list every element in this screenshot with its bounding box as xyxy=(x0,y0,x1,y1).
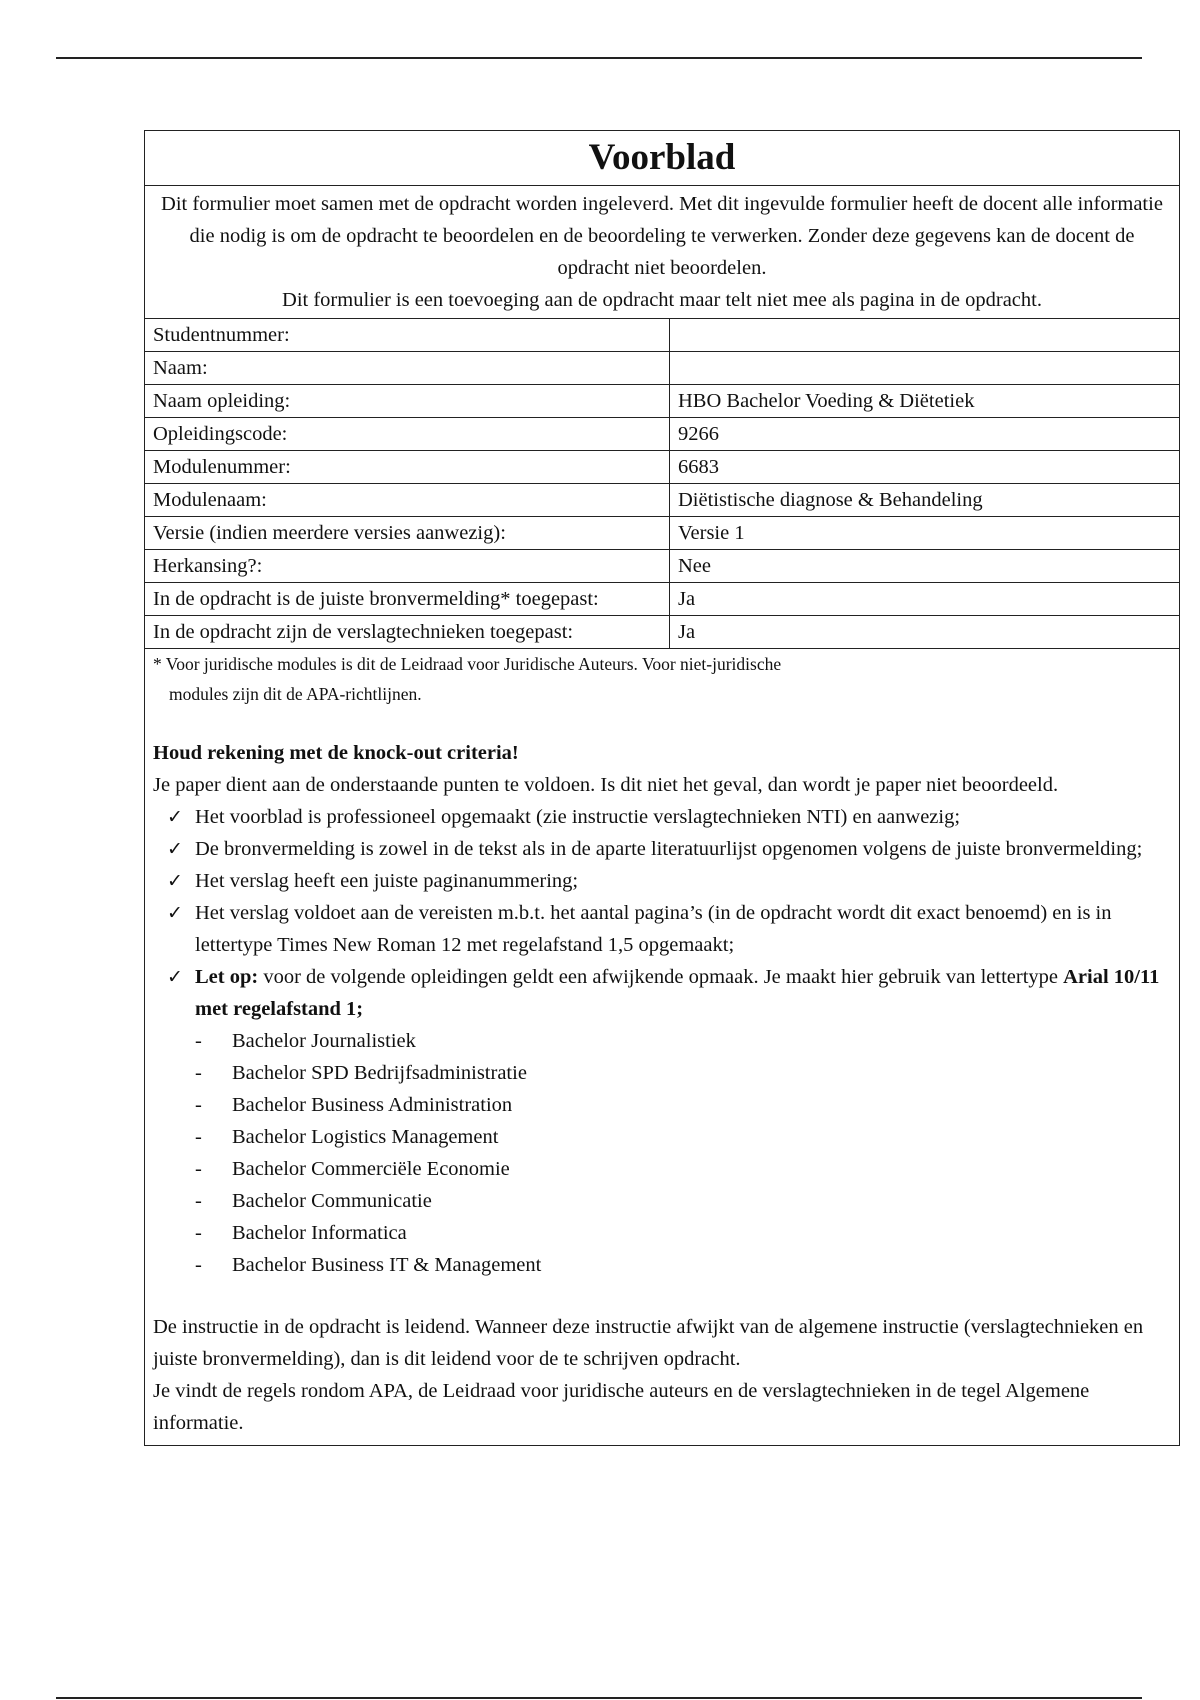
field-row xyxy=(145,517,1179,550)
programme-name: Bachelor Business Administration xyxy=(232,1094,513,1116)
programme-item xyxy=(153,1057,1171,1089)
closing-paragraph-1: De instructie in de opdracht is leidend. Wanneer deze instructie afwijkt van de algemene instructie (verslagtechnieken en juiste bronvermelding), dan is dit leidend voor de te schrijven opdracht. xyxy=(153,1316,1144,1370)
field-row xyxy=(145,583,1179,616)
let-op-list xyxy=(153,961,1171,1025)
intro-paragraph-2: Dit formulier is een toevoeging aan de opdracht maar telt niet mee als pagina in de opdracht. xyxy=(282,289,1042,311)
let-op-font-rule: Arial 10/11 met regelafstand 1; xyxy=(195,966,1160,1020)
field-value[interactable]: 9266 xyxy=(670,418,1180,451)
check-icon: ✓ xyxy=(167,838,183,860)
check-icon: ✓ xyxy=(167,966,183,988)
field-label: Studentnummer: xyxy=(145,319,670,352)
programme-item xyxy=(153,1217,1171,1249)
programme-item xyxy=(153,1249,1171,1281)
field-row xyxy=(145,616,1179,649)
let-op-item xyxy=(153,961,1171,1025)
field-value[interactable]: 6683 xyxy=(670,451,1180,484)
field-row xyxy=(145,451,1179,484)
closing-paragraph-2: Je vindt de regels rondom APA, de Leidraad voor juridische auteurs en de verslagtechnieken in de tegel Algemene informatie. xyxy=(153,1380,1090,1434)
dash-bullet-icon: - xyxy=(195,1190,202,1212)
field-label: Versie (indien meerdere versies aanwezig): xyxy=(145,517,670,550)
programme-item xyxy=(153,1089,1171,1121)
programme-item xyxy=(153,1153,1171,1185)
checklist-item xyxy=(153,801,1171,833)
form-intro xyxy=(145,186,1179,319)
knockout-checklist xyxy=(153,801,1171,961)
let-op-label: Let op: xyxy=(195,966,259,988)
cover-form xyxy=(144,130,1180,1446)
notes-section xyxy=(145,649,1179,1445)
dash-bullet-icon: - xyxy=(195,1158,202,1180)
programme-name: Bachelor Business IT & Management xyxy=(232,1254,542,1276)
field-label: Naam: xyxy=(145,352,670,385)
field-row xyxy=(145,418,1179,451)
footnote-line-1: * Voor juridische modules is dit de Leidraad voor Juridische Auteurs. Voor niet-juridische xyxy=(153,654,782,674)
field-label: Naam opleiding: xyxy=(145,385,670,418)
knockout-intro: Je paper dient aan de onderstaande punten te voldoen. Is dit niet het geval, dan wordt je paper niet beoordeeld. xyxy=(153,774,1059,796)
fields-table xyxy=(145,319,1179,649)
knockout-heading: Houd rekening met de knock-out criteria! xyxy=(153,742,519,764)
footnote-line-2: modules zijn dit de APA-richtlijnen. xyxy=(169,684,422,704)
checklist-item xyxy=(153,865,1171,897)
bottom-rule xyxy=(56,1697,1142,1699)
programme-name: Bachelor SPD Bedrijfsadministratie xyxy=(232,1062,527,1084)
checklist-item xyxy=(153,897,1171,961)
field-label: In de opdracht is de juiste bronvermelding* toegepast: xyxy=(145,583,670,616)
dash-bullet-icon: - xyxy=(195,1030,202,1052)
form-title: Voorblad xyxy=(145,131,1179,186)
field-label: Herkansing?: xyxy=(145,550,670,583)
programme-name: Bachelor Commerciële Economie xyxy=(232,1158,510,1180)
programme-name: Bachelor Journalistiek xyxy=(232,1030,416,1052)
checklist-text: Het voorblad is professioneel opgemaakt (zie instructie verslagtechnieken NTI) en aanwezig; xyxy=(195,806,961,828)
dash-bullet-icon: - xyxy=(195,1062,202,1084)
intro-paragraph-1: Dit formulier moet samen met de opdracht worden ingeleverd. Met dit ingevulde formulier heeft de docent alle informatie die nodig is om de opdracht te beoordelen en de beoordeling te verwerken. Zonder deze gegevens kan de docent de opdracht niet beoordelen. xyxy=(161,193,1163,279)
programme-item xyxy=(153,1121,1171,1153)
field-label: Modulenummer: xyxy=(145,451,670,484)
field-value[interactable]: Nee xyxy=(670,550,1180,583)
programme-name: Bachelor Communicatie xyxy=(232,1190,432,1212)
check-icon: ✓ xyxy=(167,806,183,828)
programmes-list xyxy=(153,1025,1171,1281)
let-op-text: voor de volgende opleidingen geldt een afwijkende opmaak. Je maakt hier gebruik van lettertype xyxy=(258,966,1064,988)
field-value[interactable] xyxy=(670,352,1180,385)
field-value[interactable]: Ja xyxy=(670,616,1180,649)
field-row xyxy=(145,319,1179,352)
dash-bullet-icon: - xyxy=(195,1126,202,1148)
programme-item xyxy=(153,1185,1171,1217)
field-value[interactable]: Diëtistische diagnose & Behandeling xyxy=(670,484,1180,517)
field-value[interactable]: HBO Bachelor Voeding & Diëtetiek xyxy=(670,385,1180,418)
field-row xyxy=(145,385,1179,418)
field-row xyxy=(145,352,1179,385)
field-value[interactable]: Versie 1 xyxy=(670,517,1180,550)
checklist-text: Het verslag voldoet aan de vereisten m.b.t. het aantal pagina’s (in de opdracht wordt dit exact benoemd) en is in lettertype Times New Roman 12 met regelafstand 1,5 opgemaakt; xyxy=(195,902,1112,956)
field-value[interactable] xyxy=(670,319,1180,352)
field-row xyxy=(145,484,1179,517)
dash-bullet-icon: - xyxy=(195,1222,202,1244)
programme-item xyxy=(153,1025,1171,1057)
field-label: Modulenaam: xyxy=(145,484,670,517)
dash-bullet-icon: - xyxy=(195,1254,202,1276)
dash-bullet-icon: - xyxy=(195,1094,202,1116)
check-icon: ✓ xyxy=(167,870,183,892)
checklist-text: De bronvermelding is zowel in de tekst als in de aparte literatuurlijst opgenomen volgens de juiste bronvermelding; xyxy=(195,838,1143,860)
checklist-item xyxy=(153,833,1171,865)
field-value[interactable]: Ja xyxy=(670,583,1180,616)
programme-name: Bachelor Logistics Management xyxy=(232,1126,499,1148)
check-icon: ✓ xyxy=(167,902,183,924)
field-row xyxy=(145,550,1179,583)
top-rule xyxy=(56,57,1142,59)
programme-name: Bachelor Informatica xyxy=(232,1222,407,1244)
field-label: In de opdracht zijn de verslagtechnieken toegepast: xyxy=(145,616,670,649)
checklist-text: Het verslag heeft een juiste paginanummering; xyxy=(195,870,579,892)
field-label: Opleidingscode: xyxy=(145,418,670,451)
